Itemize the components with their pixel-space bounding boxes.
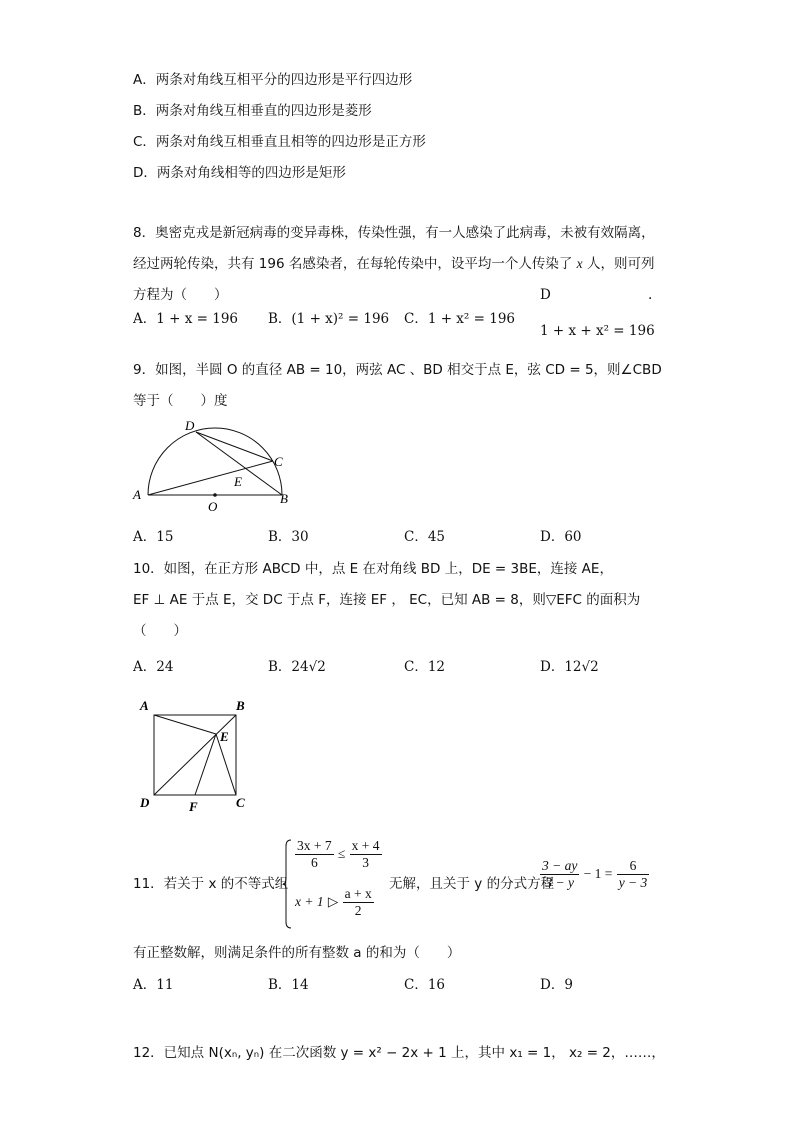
label-b: B xyxy=(236,698,245,713)
q10-option-b: B．24√2 xyxy=(268,659,326,675)
eq-right-frac xyxy=(617,858,650,891)
label-a: A xyxy=(140,698,149,713)
label-d: D xyxy=(140,795,150,810)
q11-prefix: 11．若关于 x 的不等式组 xyxy=(133,876,289,892)
q11-option-b: B．14 xyxy=(268,977,309,993)
q7-option-c: C．两条对角线互相垂直且相等的四边形是正方形 xyxy=(133,134,426,150)
q10-option-a: A．24 xyxy=(133,659,174,675)
q8-variable-x: x xyxy=(576,256,583,271)
label-f: F xyxy=(189,799,198,814)
inequality-1 xyxy=(295,838,382,871)
eq-left-frac xyxy=(540,858,579,891)
q11-option-c: C．16 xyxy=(404,977,446,993)
ineq2-right-frac xyxy=(343,886,374,919)
ineq1-relation: ≤ xyxy=(337,846,346,861)
segment-ef xyxy=(195,734,216,795)
label-b: B xyxy=(280,491,288,506)
q9-option-c: C．45 xyxy=(404,529,446,545)
q10-option-c: C．12 xyxy=(404,659,446,675)
eq-minus-one: − 1 = xyxy=(583,866,613,881)
q9-option-b: B．30 xyxy=(268,529,309,545)
label-a: A xyxy=(133,487,141,502)
q8-option-c: C．1 + x² = 196 xyxy=(404,311,515,327)
chord-ac xyxy=(148,461,273,495)
segment-ae xyxy=(154,715,216,734)
q8-option-d-expr: 1 + x + x² = 196 xyxy=(540,323,655,339)
q9-option-a: A．15 xyxy=(133,529,174,545)
label-o: O xyxy=(208,499,218,514)
left-brace xyxy=(283,838,293,930)
eq-left-den: 3 − y xyxy=(545,875,574,890)
ineq2-right-den: 2 xyxy=(354,903,362,918)
q8-stem-line2-a: 经过两轮传染，共有 196 名感染者，在每轮传染中，设平均一个人传染了 xyxy=(133,256,573,272)
ineq2-left: x + 1 xyxy=(295,894,324,909)
q8-option-d-dot: . xyxy=(648,287,653,303)
q8-option-d-letter: D xyxy=(540,287,551,303)
q10-stem-line2: EF ⊥ AE 于点 E，交 DC 于点 F，连接 EF ， EC，已知 AB = 8，则▽EFC 的面积为 xyxy=(133,592,641,608)
label-c: C xyxy=(236,795,245,810)
q7-option-a: A．两条对角线互相平分的四边形是平行四边形 xyxy=(133,72,413,88)
label-e: E xyxy=(234,474,242,489)
q10-square-figure xyxy=(132,695,257,820)
q10-option-d: D．12√2 xyxy=(540,659,599,675)
inequality-2 xyxy=(295,886,374,919)
q11-option-d: D．9 xyxy=(540,977,573,993)
q8-option-a: A．1 + x = 196 xyxy=(133,311,239,327)
q8-stem-line2 xyxy=(133,252,654,272)
q11-option-a: A．11 xyxy=(133,977,174,993)
ineq1-left-den: 6 xyxy=(310,855,318,870)
ineq2-relation: ▷ xyxy=(327,894,339,909)
semicircle-arc xyxy=(148,428,282,495)
eq-right-den: y − 3 xyxy=(618,875,648,890)
q11-stem-line2: 有正整数解，则满足条件的所有整数 a 的和为（ ） xyxy=(133,945,461,961)
q9-stem-line1: 9．如图，半圆 O 的直径 AB = 10，两弦 AC 、BD 相交于点 E，弦 CD = 5，则∠CBD xyxy=(133,362,662,378)
q9-semicircle-figure xyxy=(130,415,300,515)
eq-left-num: 3 − ay xyxy=(542,858,578,873)
q7-option-b: B．两条对角线互相垂直的四边形是菱形 xyxy=(133,103,372,119)
ineq1-right-den: 3 xyxy=(362,855,369,870)
q12-stem-line1: 12．已知点 N(xₙ, yₙ) 在二次函数 y = x² − 2x + 1 上，其中 x₁ = 1， x₂ = 2，……， xyxy=(133,1045,665,1061)
q7-option-d: D．两条对角线相等的四边形是矩形 xyxy=(133,165,346,181)
q11-middle: 无解，且关于 y 的分式方程 xyxy=(389,876,555,892)
q8-stem-line2-b: 人，则可列 xyxy=(586,256,655,272)
ineq1-right-frac xyxy=(350,838,382,871)
diagonal-bd xyxy=(154,715,236,795)
ineq1-left-frac xyxy=(295,838,334,871)
q11-fractional-equation xyxy=(540,858,649,891)
label-e: E xyxy=(220,729,229,744)
q10-stem-line1: 10．如图，在正方形 ABCD 中，点 E 在对角线 BD 上，DE = 3BE，连接 AE， xyxy=(133,561,613,577)
center-point xyxy=(213,493,217,497)
ineq2-right-num: a + x xyxy=(344,886,372,901)
q8-stem-line3: 方程为（ ） xyxy=(133,287,228,303)
eq-right-num: 6 xyxy=(617,858,650,875)
q9-option-d: D．60 xyxy=(540,529,582,545)
ineq1-left-num: 3x + 7 xyxy=(297,838,332,853)
label-c: C xyxy=(274,454,283,469)
q8-stem-line1: 8．奥密克戎是新冠病毒的变异毒株，传染性强，有一人感染了此病毒，未被有效隔离， xyxy=(133,225,655,241)
label-d: D xyxy=(185,418,195,433)
ineq1-right-num: x + 4 xyxy=(351,838,380,853)
q9-stem-line2: 等于（ ）度 xyxy=(133,393,228,409)
q11-inequality-system xyxy=(283,838,388,930)
q10-stem-line3: （ ） xyxy=(133,623,187,639)
q8-option-b: B．(1 + x)² = 196 xyxy=(268,311,390,327)
